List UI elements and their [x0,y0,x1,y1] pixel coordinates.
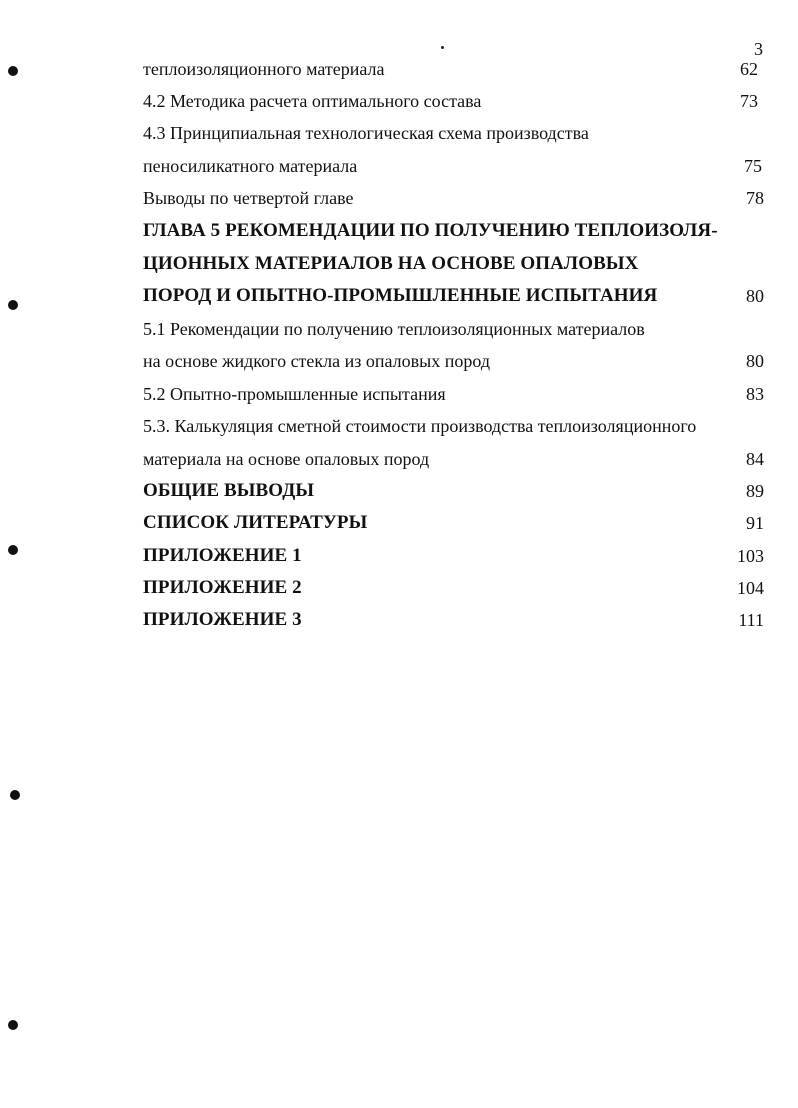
toc-line: Выводы по четвертой главе [143,188,354,208]
toc-line: на основе жидкого стекла из опаловых пород [143,351,491,371]
toc-line: пеносиликатного материала [143,156,358,176]
binder-hole [8,545,18,555]
binder-hole [8,66,18,76]
toc-page: 83 [746,384,764,404]
toc-section-heading: ПРИЛОЖЕНИЕ 3 [143,609,302,630]
binder-hole [10,790,20,800]
toc-page: 84 [746,449,764,469]
toc-page: 80 [746,351,764,371]
toc-line: 4.2 Методика расчета оптимального состава [143,91,482,111]
toc-page: 62 [740,59,758,79]
toc-page: 103 [737,546,764,566]
toc-line: 5.1 Рекомендации по получению теплоизоляционных материалов [143,319,645,339]
toc-section-heading: ОБЩИЕ ВЫВОДЫ [143,480,315,501]
toc-line: теплоизоляционного материала [143,59,385,79]
binder-hole [8,1020,18,1030]
binder-hole [8,300,18,310]
page-number: 3 [754,39,763,59]
scan-speck [441,46,444,49]
toc-page: 78 [746,188,764,208]
toc-page: 91 [746,513,764,533]
toc-page: 111 [738,610,764,630]
toc-chapter-heading: ГЛАВА 5 РЕКОМЕНДАЦИИ ПО ПОЛУЧЕНИЮ ТЕПЛОИЗОЛЯ- [143,220,718,241]
toc-section-heading: ПРИЛОЖЕНИЕ 2 [143,577,302,598]
toc-page: 89 [746,481,764,501]
toc-page: 104 [737,578,764,598]
toc-page: 73 [740,91,758,111]
toc-section-heading: ПРИЛОЖЕНИЕ 1 [143,545,302,566]
toc-line: 5.2 Опытно-промышленные испытания [143,384,446,404]
toc-line: материала на основе опаловых пород [143,449,430,469]
toc-chapter-heading: ЦИОННЫХ МАТЕРИАЛОВ НА ОСНОВЕ ОПАЛОВЫХ [143,253,639,274]
toc-page: 75 [744,156,762,176]
toc-page: 80 [746,286,764,306]
toc-line: 5.3. Калькуляция сметной стоимости производства теплоизоляционного [143,416,697,436]
toc-line: 4.3 Принципиальная технологическая схема производства [143,123,589,143]
toc-section-heading: СПИСОК ЛИТЕРАТУРЫ [143,512,368,533]
toc-chapter-heading: ПОРОД И ОПЫТНО-ПРОМЫШЛЕННЫЕ ИСПЫТАНИЯ [143,285,658,306]
